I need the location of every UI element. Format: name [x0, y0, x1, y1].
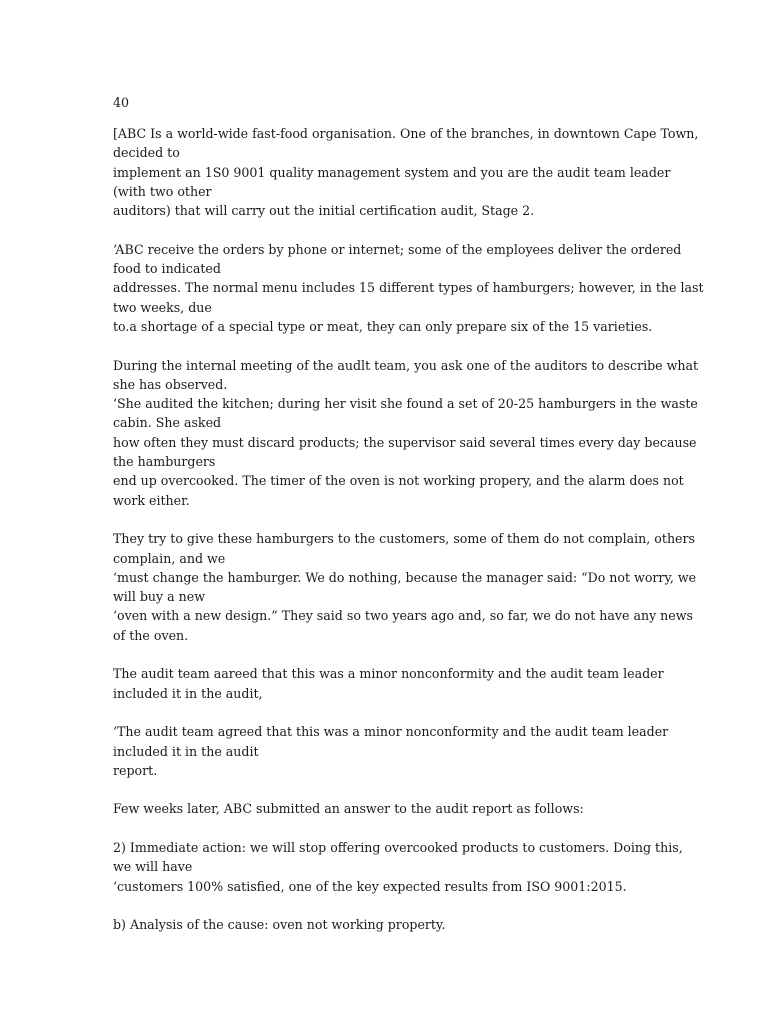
text-line: we will have [113, 859, 193, 875]
paragraph-gap [113, 645, 665, 664]
text-line: (with two other [113, 183, 212, 199]
paragraph [113, 838, 683, 896]
text-line: ‘The audit team agreed that this was a minor nonconformity and the audit team leader [113, 724, 669, 740]
text-line: report. [113, 762, 158, 778]
text-line: The audit team aareed that this was a minor nonconformity and the audit team leader [113, 666, 664, 682]
text-line: b) Analysis of the cause: oven not working property. [113, 917, 446, 933]
paragraph [113, 799, 665, 818]
text-line: ‘oven with a new design.” They said so two years ago and, so far, we do not have any news [113, 608, 693, 624]
text-line: included it in the audit, [113, 685, 263, 701]
text-line: included it in the audit [113, 743, 259, 759]
paragraph [113, 124, 699, 220]
text-line: ‘ABC receive the orders by phone or internet; some of the employees deliver the ordered [113, 241, 682, 257]
paragraph-gap [113, 780, 665, 799]
text-line: cabin. She asked [113, 415, 222, 431]
text-line: Few weeks later, ABC submitted an answer to the audit report as follows: [113, 801, 584, 817]
text-line: [ABC Is a world-wide fast-food organisation. One of the branches, in downtown Cape Town, [113, 126, 699, 141]
page-number: 40 [113, 95, 130, 110]
text-line: how often they must discard products; the supervisor said several times every day because [113, 434, 697, 450]
text-line: food to indicated [113, 261, 221, 277]
text-line: ‘She audited the kitchen; during her visit she found a set of 20-25 hamburgers in the waste [113, 396, 698, 412]
document-body [113, 124, 704, 934]
text-line: two weeks, due [113, 299, 212, 315]
paragraph-gap [113, 819, 665, 838]
text-line: work either. [113, 492, 190, 508]
paragraph-gap [113, 510, 665, 529]
text-line: end up overcooked. The timer of the oven is not working propery, and the alarm does not [113, 473, 684, 489]
paragraph-gap [113, 336, 665, 355]
text-line: ‘customers 100% satisfied, one of the key expected results from ISO 9001:2015. [113, 878, 627, 894]
paragraph [113, 915, 665, 934]
text-line: auditors) that will carry out the initial certification audit, Stage 2. [113, 203, 535, 219]
text-line: implement an 1S0 9001 quality management system and you are the audit team leader [113, 164, 671, 180]
text-line: ‘must change the hamburger. We do nothing, because the manager said: “Do not worry, we [113, 569, 697, 585]
text-line: to.a shortage of a special type or meat, they can only prepare six of the 15 varieties. [113, 318, 653, 334]
paragraph [113, 529, 697, 645]
text-line: she has observed. [113, 376, 228, 392]
paragraph [113, 356, 699, 510]
text-line: of the oven. [113, 627, 189, 643]
paragraph-gap [113, 703, 665, 722]
text-line: They try to give these hamburgers to the customers, some of them do not complain, others [113, 531, 695, 547]
paragraph-gap [113, 896, 665, 915]
paragraph [113, 664, 665, 703]
paragraph-gap [113, 220, 665, 239]
text-line: During the internal meeting of the audlt team, you ask one of the auditors to describe what [113, 357, 699, 373]
paragraph [113, 722, 669, 780]
text-line: will buy a new [113, 589, 206, 605]
paragraph [113, 240, 704, 336]
text-line: 2) Immediate action: we will stop offering overcooked products to customers. Doing this, [113, 839, 683, 855]
text-line: the hamburgers [113, 454, 216, 470]
text-line: complain, and we [113, 550, 226, 566]
text-line: addresses. The normal menu includes 15 different types of hamburgers; however, in the last [113, 280, 704, 296]
text-line: decided to [113, 145, 180, 161]
